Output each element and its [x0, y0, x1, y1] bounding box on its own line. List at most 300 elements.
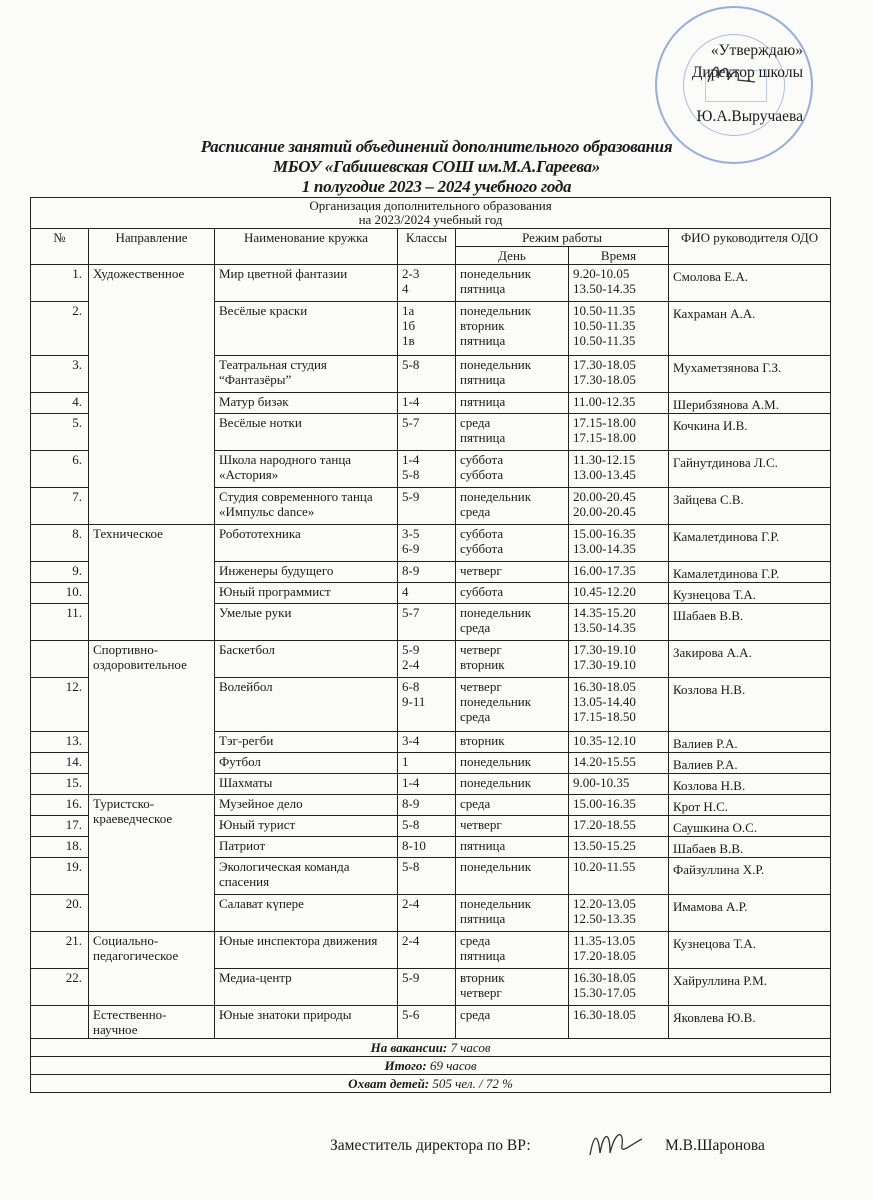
row-number: 8. — [31, 525, 89, 562]
row-classes-line: 1в — [402, 333, 415, 348]
row-classes-line: 5-8 — [402, 467, 420, 482]
row-club-name: Салават күпере — [215, 895, 398, 932]
summary-cell — [31, 1057, 831, 1075]
row-times-line: 11.00-12.35 — [573, 394, 636, 409]
row-leader: Мухаметзянова Г.З. — [669, 356, 831, 393]
row-club-name: Весёлые нотки — [215, 414, 398, 451]
row-times-line: 17.15-18.50 — [573, 709, 636, 724]
row-leader: Камалетдинова Г.Р. — [669, 562, 831, 583]
summary-row — [31, 1057, 831, 1075]
row-direction: Естественно-научное — [89, 1006, 215, 1039]
summary-row — [31, 1039, 831, 1057]
row-number: 16. — [31, 795, 89, 816]
row-club-name: Волейбол — [215, 678, 398, 732]
row-classes-line: 9-11 — [402, 694, 426, 709]
row-classes-line: 5-7 — [402, 605, 420, 620]
row-days — [456, 678, 569, 732]
row-club-name: Юные инспектора движения — [215, 932, 398, 969]
row-classes — [398, 265, 456, 302]
row-days-line: пятница — [460, 281, 506, 296]
title-line-2: МБОУ «Габишевская СОШ им.М.А.Гареева» — [272, 157, 601, 176]
row-times — [569, 795, 669, 816]
row-leader: Кузнецова Т.А. — [669, 583, 831, 604]
row-classes-line: 1-4 — [402, 775, 420, 790]
summary-value: 69 часов — [429, 1058, 477, 1073]
row-number: 9. — [31, 562, 89, 583]
row-days-line: среда — [460, 504, 491, 519]
row-classes-line: 2-4 — [402, 657, 420, 672]
row-days — [456, 753, 569, 774]
row-leader: Козлова Н.В. — [669, 774, 831, 795]
row-times-line: 13.50-15.25 — [573, 838, 636, 853]
row-times — [569, 932, 669, 969]
row-times — [569, 562, 669, 583]
row-classes-line: 5-9 — [402, 642, 420, 657]
row-times-line: 9.00-10.35 — [573, 775, 630, 790]
row-days-line: суббота — [460, 584, 504, 599]
row-days-line: понедельник — [460, 303, 532, 318]
row-days-line: вторник — [460, 657, 505, 672]
row-times-line: 9.20-10.05 — [573, 266, 630, 281]
row-days — [456, 356, 569, 393]
row-times — [569, 604, 669, 641]
title-line-3: 1 полугодие 2023 – 2024 учебного года — [301, 177, 572, 196]
row-classes-line: 5-9 — [402, 489, 420, 504]
row-days-line: вторник — [460, 970, 505, 985]
row-number: 17. — [31, 816, 89, 837]
row-times-line: 10.20-11.55 — [573, 859, 636, 874]
row-days — [456, 1006, 569, 1039]
row-times-line: 14.20-15.55 — [573, 754, 636, 769]
row-club-name: Музейное дело — [215, 795, 398, 816]
row-days-line: понедельник — [460, 266, 532, 281]
row-number — [31, 641, 89, 678]
row-classes — [398, 732, 456, 753]
row-times-line: 15.00-16.35 — [573, 796, 636, 811]
row-times-line: 13.00-13.45 — [573, 467, 636, 482]
row-times-line: 17.15-18.00 — [573, 430, 636, 445]
row-days-line: пятница — [460, 838, 506, 853]
row-times — [569, 393, 669, 414]
row-days — [456, 732, 569, 753]
row-leader: Яковлева Ю.В. — [669, 1006, 831, 1039]
row-classes-line: 8-9 — [402, 796, 420, 811]
row-days-line: вторник — [460, 318, 505, 333]
row-leader: Валиев Р.А. — [669, 753, 831, 774]
row-times-line: 10.35-12.10 — [573, 733, 636, 748]
row-days-line: вторник — [460, 733, 505, 748]
row-number: 13. — [31, 732, 89, 753]
row-times — [569, 732, 669, 753]
row-classes-line: 1-4 — [402, 452, 420, 467]
row-direction: Техническое — [89, 525, 215, 641]
document-title — [0, 137, 873, 197]
row-classes-line: 5-8 — [402, 859, 420, 874]
row-days-line: понедельник — [460, 775, 532, 790]
summary-cell — [31, 1039, 831, 1057]
row-leader: Камалетдинова Г.Р. — [669, 525, 831, 562]
row-days — [456, 393, 569, 414]
row-days — [456, 414, 569, 451]
row-times-line: 10.50-11.35 — [573, 303, 636, 318]
row-leader: Хайруллина Р.М. — [669, 969, 831, 1006]
row-days — [456, 932, 569, 969]
row-days — [456, 895, 569, 932]
row-number: 7. — [31, 488, 89, 525]
row-club-name: Патриот — [215, 837, 398, 858]
row-classes-line: 1б — [402, 318, 416, 333]
row-number: 22. — [31, 969, 89, 1006]
row-days-line: пятница — [460, 333, 506, 348]
row-times — [569, 451, 669, 488]
caption-line-1: Организация дополнительного образования — [309, 198, 552, 213]
summary-value: 505 чел. / 72 % — [432, 1076, 513, 1091]
row-leader: Шабаев В.В. — [669, 604, 831, 641]
row-times — [569, 265, 669, 302]
approval-title: «Утверждаю» — [710, 42, 803, 59]
row-times — [569, 302, 669, 356]
row-club-name: Театральная студия “Фантазёры” — [215, 356, 398, 393]
row-classes-line: 6-8 — [402, 679, 420, 694]
row-classes-line: 2-4 — [402, 896, 420, 911]
row-classes — [398, 393, 456, 414]
row-times-line: 17.30-19.10 — [573, 642, 636, 657]
row-direction: Туристско-краеведческое — [89, 795, 215, 932]
row-classes-line: 4 — [402, 584, 409, 599]
row-times — [569, 774, 669, 795]
row-classes-line: 5-9 — [402, 970, 420, 985]
row-days-line: пятница — [460, 911, 506, 926]
row-times-line: 13.50-14.35 — [573, 281, 636, 296]
table-row — [31, 641, 831, 678]
row-classes-line: 3-4 — [402, 733, 420, 748]
row-days — [456, 858, 569, 895]
row-number — [31, 1006, 89, 1039]
row-times-line: 15.00-16.35 — [573, 526, 636, 541]
row-times-line: 20.00-20.45 — [573, 489, 636, 504]
row-number: 20. — [31, 895, 89, 932]
row-days-line: среда — [460, 709, 491, 724]
title-line-1: Расписание занятий объединений дополнительного образования — [200, 137, 673, 156]
row-leader: Смолова Е.А. — [669, 265, 831, 302]
row-classes — [398, 678, 456, 732]
row-days — [456, 525, 569, 562]
row-classes-line: 5-7 — [402, 415, 420, 430]
row-days — [456, 265, 569, 302]
row-times — [569, 678, 669, 732]
row-times-line: 10.50-11.35 — [573, 333, 636, 348]
row-club-name: Матур бизәк — [215, 393, 398, 414]
row-direction: Социально-педагогическое — [89, 932, 215, 1006]
row-classes — [398, 414, 456, 451]
row-times-line: 15.30-17.05 — [573, 985, 636, 1000]
row-classes-line: 4 — [402, 281, 409, 296]
summary-value: 7 часов — [450, 1040, 491, 1055]
director-signature — [700, 58, 760, 88]
row-days-line: четверг — [460, 679, 502, 694]
row-club-name: Юные знатоки природы — [215, 1006, 398, 1039]
row-number: 19. — [31, 858, 89, 895]
row-classes-line: 8-9 — [402, 563, 420, 578]
row-days-line: суббота — [460, 452, 504, 467]
row-days-line: суббота — [460, 467, 504, 482]
row-number: 21. — [31, 932, 89, 969]
row-days-line: среда — [460, 796, 491, 811]
row-days — [456, 604, 569, 641]
table-row — [31, 265, 831, 302]
row-times-line: 13.00-14.35 — [573, 541, 636, 556]
row-times — [569, 1006, 669, 1039]
row-days — [456, 451, 569, 488]
row-days — [456, 562, 569, 583]
row-times-line: 13.50-14.35 — [573, 620, 636, 635]
row-days-line: понедельник — [460, 859, 532, 874]
row-classes — [398, 837, 456, 858]
row-classes — [398, 932, 456, 969]
row-days-line: понедельник — [460, 489, 532, 504]
row-club-name: Шахматы — [215, 774, 398, 795]
row-times-line: 17.20-18.55 — [573, 817, 636, 832]
header-leader: ФИО руководителя ОДО — [669, 229, 831, 265]
row-days-line: суббота — [460, 526, 504, 541]
row-leader: Зайцева С.В. — [669, 488, 831, 525]
row-times-line: 11.35-13.05 — [573, 933, 636, 948]
row-club-name: Студия современного танца «Импульс dance» — [215, 488, 398, 525]
deputy-name: М.В.Шаронова — [665, 1137, 765, 1154]
row-days — [456, 837, 569, 858]
row-leader: Файзуллина Х.Р. — [669, 858, 831, 895]
row-classes-line: 8-10 — [402, 838, 426, 853]
row-classes — [398, 895, 456, 932]
row-classes — [398, 583, 456, 604]
row-days-line: понедельник — [460, 605, 532, 620]
row-leader: Шерибзянова А.М. — [669, 393, 831, 414]
row-times-line: 16.30-18.05 — [573, 679, 636, 694]
row-classes-line: 1а — [402, 303, 415, 318]
row-classes — [398, 969, 456, 1006]
header-day: День — [456, 247, 569, 265]
row-club-name: Медиа-центр — [215, 969, 398, 1006]
row-times-line: 17.30-18.05 — [573, 372, 636, 387]
row-times-line: 14.35-15.20 — [573, 605, 636, 620]
row-club-name: Школа народного танца «Астория» — [215, 451, 398, 488]
row-days — [456, 488, 569, 525]
row-classes — [398, 356, 456, 393]
row-classes — [398, 774, 456, 795]
row-leader: Закирова А.А. — [669, 641, 831, 678]
schedule-table — [30, 197, 831, 1093]
row-leader: Имамова А.Р. — [669, 895, 831, 932]
row-leader: Шабаев В.В. — [669, 837, 831, 858]
row-direction: Спортивно-оздоровительное — [89, 641, 215, 795]
row-number: 11. — [31, 604, 89, 641]
row-club-name: Футбол — [215, 753, 398, 774]
approval-name: Ю.А.Выручаева — [696, 108, 803, 125]
row-times-line: 17.30-18.05 — [573, 357, 636, 372]
row-classes-line: 2-3 — [402, 266, 420, 281]
row-leader: Козлова Н.В. — [669, 678, 831, 732]
row-classes — [398, 795, 456, 816]
summary-label: Охват детей: — [348, 1076, 430, 1091]
table-row — [31, 795, 831, 816]
table-row — [31, 1006, 831, 1039]
row-club-name: Юный программист — [215, 583, 398, 604]
header-mode: Режим работы — [456, 229, 669, 247]
row-times-line: 16.30-18.05 — [573, 970, 636, 985]
row-times-line: 11.30-12.15 — [573, 452, 636, 467]
row-times — [569, 356, 669, 393]
summary-label: На вакансии: — [370, 1040, 448, 1055]
row-days-line: пятница — [460, 372, 506, 387]
row-leader: Кахраман А.А. — [669, 302, 831, 356]
row-times — [569, 816, 669, 837]
row-leader: Кочкина И.В. — [669, 414, 831, 451]
row-classes-line: 3-5 — [402, 526, 420, 541]
row-days-line: понедельник — [460, 896, 532, 911]
header-direction: Направление — [89, 229, 215, 265]
row-days-line: пятница — [460, 430, 506, 445]
row-days — [456, 816, 569, 837]
row-times-line: 16.00-17.35 — [573, 563, 636, 578]
row-number: 15. — [31, 774, 89, 795]
row-times — [569, 488, 669, 525]
row-club-name: Робототехника — [215, 525, 398, 562]
row-club-name: Весёлые краски — [215, 302, 398, 356]
row-days-line: пятница — [460, 394, 506, 409]
row-number: 1. — [31, 265, 89, 302]
row-times-line: 20.00-20.45 — [573, 504, 636, 519]
row-times — [569, 414, 669, 451]
row-number: 18. — [31, 837, 89, 858]
row-days — [456, 641, 569, 678]
row-times-line: 16.30-18.05 — [573, 1007, 636, 1022]
row-classes — [398, 604, 456, 641]
row-classes-line: 6-9 — [402, 541, 420, 556]
row-days-line: среда — [460, 620, 491, 635]
row-number: 10. — [31, 583, 89, 604]
row-leader: Саушкина О.С. — [669, 816, 831, 837]
header-name: Наименование кружка — [215, 229, 398, 265]
row-times — [569, 858, 669, 895]
row-times — [569, 753, 669, 774]
row-days — [456, 583, 569, 604]
schedule-body — [31, 265, 831, 1093]
row-number: 3. — [31, 356, 89, 393]
row-days-line: четверг — [460, 985, 502, 1000]
summary-cell — [31, 1075, 831, 1093]
row-classes — [398, 562, 456, 583]
row-classes-line: 1 — [402, 754, 409, 769]
row-days-line: понедельник — [460, 694, 532, 709]
row-classes — [398, 816, 456, 837]
row-days-line: пятница — [460, 948, 506, 963]
row-classes — [398, 641, 456, 678]
header-time: Время — [569, 247, 669, 265]
summary-row — [31, 1075, 831, 1093]
row-days-line: понедельник — [460, 754, 532, 769]
row-direction: Художественное — [89, 265, 215, 525]
row-times-line: 10.50-11.35 — [573, 318, 636, 333]
row-club-name: Мир цветной фантазии — [215, 265, 398, 302]
row-times-line: 12.50-13.35 — [573, 911, 636, 926]
row-classes-line: 5-8 — [402, 357, 420, 372]
row-leader: Крот Н.С. — [669, 795, 831, 816]
table-row — [31, 932, 831, 969]
table-row — [31, 525, 831, 562]
row-number: 12. — [31, 678, 89, 732]
approval-position: Директор школы — [691, 64, 803, 81]
row-days-line: четверг — [460, 563, 502, 578]
row-times — [569, 525, 669, 562]
row-club-name: Экологическая команда спасения — [215, 858, 398, 895]
row-classes — [398, 525, 456, 562]
row-number: 14. — [31, 753, 89, 774]
summary-label: Итого: — [384, 1058, 427, 1073]
row-number: 5. — [31, 414, 89, 451]
header-num: № — [31, 229, 89, 265]
row-club-name: Юный турист — [215, 816, 398, 837]
row-days-line: среда — [460, 1007, 491, 1022]
row-times — [569, 895, 669, 932]
row-club-name: Баскетбол — [215, 641, 398, 678]
row-club-name: Инженеры будущего — [215, 562, 398, 583]
row-club-name: Умелые руки — [215, 604, 398, 641]
row-days-line: среда — [460, 415, 491, 430]
row-days-line: среда — [460, 933, 491, 948]
caption-line-2: на 2023/2024 учебный год — [358, 212, 503, 227]
row-times-line: 13.05-14.40 — [573, 694, 636, 709]
row-days — [456, 969, 569, 1006]
row-classes — [398, 1006, 456, 1039]
row-times — [569, 969, 669, 1006]
row-days-line: четверг — [460, 642, 502, 657]
row-leader: Кузнецова Т.А. — [669, 932, 831, 969]
deputy-signature — [580, 1125, 650, 1165]
row-classes-line: 5-6 — [402, 1007, 420, 1022]
header-classes: Классы — [398, 229, 456, 265]
row-times-line: 17.15-18.00 — [573, 415, 636, 430]
row-times-line: 12.20-13.05 — [573, 896, 636, 911]
row-times-line: 17.20-18.05 — [573, 948, 636, 963]
row-times — [569, 583, 669, 604]
row-days — [456, 774, 569, 795]
row-classes — [398, 488, 456, 525]
row-classes — [398, 858, 456, 895]
row-days — [456, 795, 569, 816]
row-classes-line: 1-4 — [402, 394, 420, 409]
table-caption — [31, 198, 831, 229]
row-classes — [398, 451, 456, 488]
row-leader: Валиев Р.А. — [669, 732, 831, 753]
deputy-position: Заместитель директора по ВР: — [330, 1137, 531, 1154]
row-days-line: суббота — [460, 541, 504, 556]
row-classes-line: 5-8 — [402, 817, 420, 832]
row-classes-line: 2-4 — [402, 933, 420, 948]
row-times — [569, 837, 669, 858]
row-number: 2. — [31, 302, 89, 356]
row-number: 6. — [31, 451, 89, 488]
row-days-line: четверг — [460, 817, 502, 832]
row-times-line: 17.30-19.10 — [573, 657, 636, 672]
row-times-line: 10.45-12.20 — [573, 584, 636, 599]
row-days — [456, 302, 569, 356]
row-club-name: Тэг-регби — [215, 732, 398, 753]
row-classes — [398, 753, 456, 774]
row-classes — [398, 302, 456, 356]
row-times — [569, 641, 669, 678]
row-days-line: понедельник — [460, 357, 532, 372]
row-leader: Гайнутдинова Л.С. — [669, 451, 831, 488]
